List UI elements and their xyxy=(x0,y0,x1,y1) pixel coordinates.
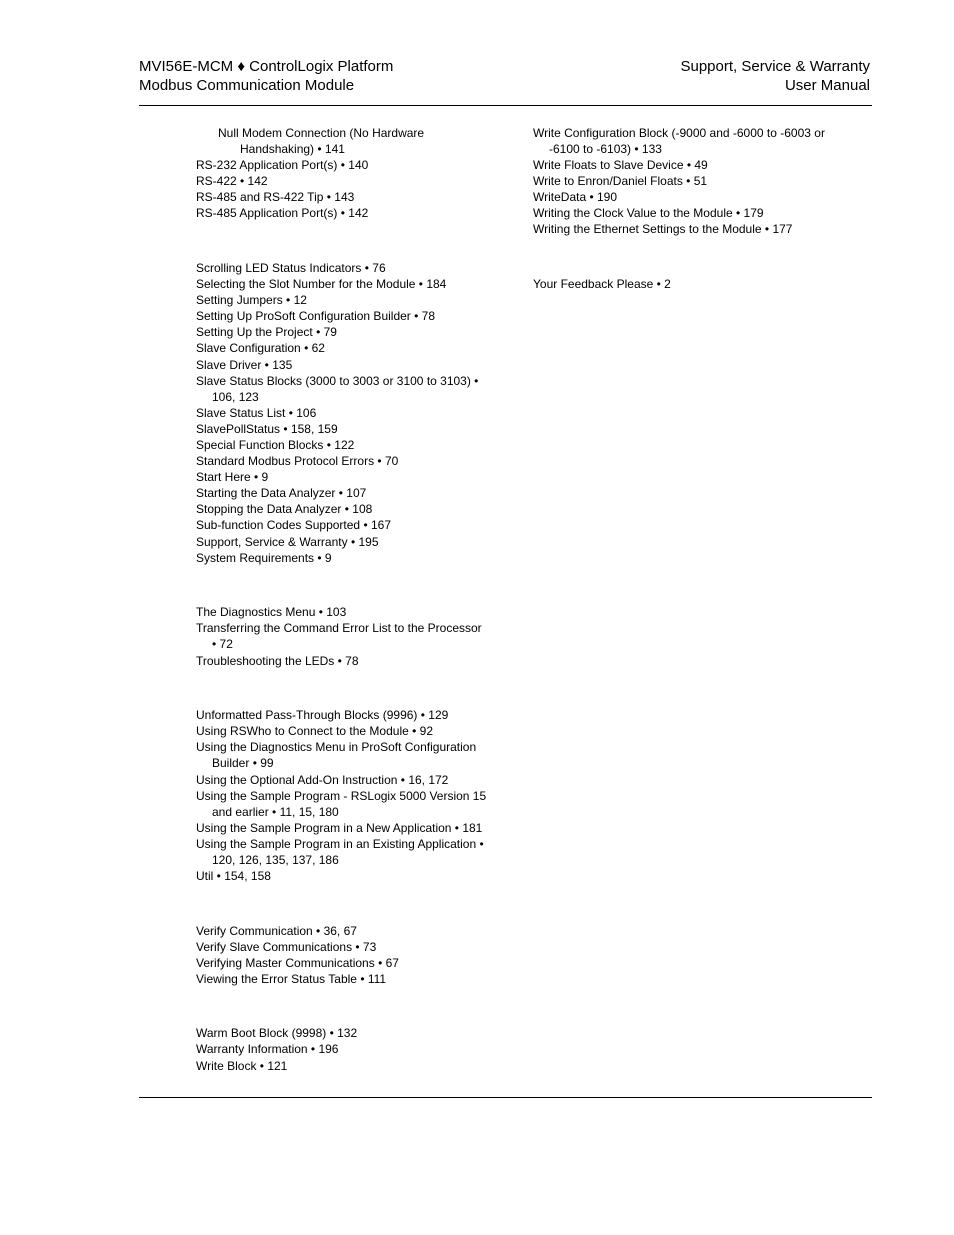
index-entry-text: Verify Slave Communications • 73 xyxy=(196,940,377,954)
index-entry-text: The Diagnostics Menu • 103 xyxy=(196,605,347,619)
index-entry-text: Using the Sample Program in an Existing Application • xyxy=(196,837,484,851)
index-entry-text: Slave Status List • 106 xyxy=(196,406,317,420)
index-entry xyxy=(533,189,617,205)
index-entry-text: Util • 154, 158 xyxy=(196,869,271,883)
index-entry xyxy=(196,276,446,292)
index-entry xyxy=(533,125,825,157)
index-entry-text: Troubleshooting the LEDs • 78 xyxy=(196,654,359,668)
index-entry-text: System Requirements • 9 xyxy=(196,551,332,565)
document-header-right xyxy=(680,57,870,95)
index-entry-text: Warm Boot Block (9998) • 132 xyxy=(196,1026,358,1040)
index-entry xyxy=(196,604,346,620)
index-entry xyxy=(196,1041,338,1057)
index-entry xyxy=(196,340,325,356)
index-entry xyxy=(196,955,399,971)
index-entry-text: Setting Up ProSoft Configuration Builder • 78 xyxy=(196,309,436,323)
manual-type: User Manual xyxy=(784,77,870,94)
index-entry-text: Write Floats to Slave Device • 49 xyxy=(533,158,708,172)
index-entry-text: Writing the Ethernet Settings to the Module • 177 xyxy=(533,222,793,236)
index-entry-text: Sub-function Codes Supported • 167 xyxy=(196,518,391,532)
section-title: Support, Service & Warranty xyxy=(680,58,870,75)
index-entry xyxy=(196,357,292,373)
index-entry-text: Write Configuration Block (-9000 and -6000 to -6003 or xyxy=(533,126,825,140)
index-entry xyxy=(196,923,357,939)
index-entry xyxy=(196,772,448,788)
index-entry xyxy=(196,260,386,276)
index-entry xyxy=(196,485,366,501)
index-entry xyxy=(533,173,707,189)
index-entry xyxy=(196,373,478,405)
index-entry xyxy=(196,653,359,669)
index-entry-text: Scrolling LED Status Indicators • 76 xyxy=(196,261,386,275)
index-entry-text: Unformatted Pass-Through Blocks (9996) • 129 xyxy=(196,708,449,722)
index-entry-continuation: 120, 126, 135, 137, 186 xyxy=(212,853,339,867)
index-entry xyxy=(196,453,398,469)
index-entry-text: Using the Optional Add-On Instruction • 16, 172 xyxy=(196,773,449,787)
index-entry-text: RS-485 and RS-422 Tip • 143 xyxy=(196,190,355,204)
index-entry xyxy=(196,971,386,987)
index-entry-text: Slave Configuration • 62 xyxy=(196,341,325,355)
index-entry-text: Start Here • 9 xyxy=(196,470,269,484)
index-entry-text: Transferring the Command Error List to the Processor xyxy=(196,621,482,635)
index-entry-continuation: -6100 to -6103) • 133 xyxy=(549,142,662,156)
index-entry-text: Null Modem Connection (No Hardware xyxy=(218,126,425,140)
index-entry xyxy=(196,517,391,533)
index-entry xyxy=(196,868,271,884)
index-entry xyxy=(196,205,368,221)
index-entry-text: Slave Driver • 135 xyxy=(196,358,293,372)
index-entry xyxy=(196,324,337,340)
index-entry-text: Write Block • 121 xyxy=(196,1059,288,1073)
index-entry xyxy=(196,189,354,205)
index-entry xyxy=(196,469,268,485)
index-entry xyxy=(196,550,332,566)
index-entry xyxy=(533,157,708,173)
index-entry xyxy=(218,125,424,157)
product-title: MVI56E-MCM ♦ ControlLogix Platform xyxy=(139,58,394,75)
index-entry xyxy=(196,405,316,421)
index-entry xyxy=(196,173,268,189)
index-entry-continuation: 106, 123 xyxy=(212,390,259,404)
index-entry xyxy=(196,1025,357,1041)
index-entry xyxy=(196,157,368,173)
index-entry-text: Slave Status Blocks (3000 to 3003 or 3100 to 3103) • xyxy=(196,374,479,388)
index-entry-text: RS-485 Application Port(s) • 142 xyxy=(196,206,369,220)
index-entry-text: RS-422 • 142 xyxy=(196,174,268,188)
index-entry-text: Setting Up the Project • 79 xyxy=(196,325,337,339)
index-entry-text: Support, Service & Warranty • 195 xyxy=(196,535,379,549)
index-entry-continuation: Handshaking) • 141 xyxy=(240,142,345,156)
index-entry-text: Special Function Blocks • 122 xyxy=(196,438,355,452)
index-entry-text: Using RSWho to Connect to the Module • 92 xyxy=(196,724,433,738)
index-entry xyxy=(196,820,482,836)
index-entry-text: WriteData • 190 xyxy=(533,190,618,204)
index-entry-text: RS-232 Application Port(s) • 140 xyxy=(196,158,369,172)
index-entry xyxy=(196,836,484,868)
index-entry-text: SlavePollStatus • 158, 159 xyxy=(196,422,338,436)
index-entry-text: Verifying Master Communications • 67 xyxy=(196,956,399,970)
index-entry-text: Your Feedback Please • 2 xyxy=(533,277,671,291)
index-entry-text: Viewing the Error Status Table • 111 xyxy=(196,972,387,986)
index-entry xyxy=(196,620,482,652)
index-entry xyxy=(533,205,764,221)
index-entry-text: Stopping the Data Analyzer • 108 xyxy=(196,502,373,516)
index-entry xyxy=(196,939,376,955)
index-entry-continuation: Builder • 99 xyxy=(212,756,274,770)
index-entry-text: Writing the Clock Value to the Module • 179 xyxy=(533,206,764,220)
index-entry xyxy=(196,534,379,550)
index-entry-text: Warranty Information • 196 xyxy=(196,1042,339,1056)
index-entry xyxy=(196,437,354,453)
index-entry-continuation: and earlier • 11, 15, 180 xyxy=(212,805,339,819)
index-entry-text: Standard Modbus Protocol Errors • 70 xyxy=(196,454,399,468)
index-entry-text: Selecting the Slot Number for the Module • 184 xyxy=(196,277,447,291)
index-entry xyxy=(196,1058,287,1074)
document-header-left xyxy=(139,57,393,95)
index-entry xyxy=(196,292,307,308)
index-entry-text: Starting the Data Analyzer • 107 xyxy=(196,486,367,500)
index-entry xyxy=(196,707,448,723)
index-entry xyxy=(196,421,338,437)
index-entry-text: Verify Communication • 36, 67 xyxy=(196,924,357,938)
index-entry-text: Using the Diagnostics Menu in ProSoft Configuration xyxy=(196,740,477,754)
index-entry xyxy=(196,723,433,739)
index-entry xyxy=(533,221,792,237)
index-entry xyxy=(196,788,486,820)
index-entry-text: Write to Enron/Daniel Floats • 51 xyxy=(533,174,708,188)
index-entry xyxy=(196,739,476,771)
index-entry xyxy=(533,276,671,292)
index-entry xyxy=(196,501,372,517)
product-subtitle: Modbus Communication Module xyxy=(139,77,355,94)
index-entry-text: Using the Sample Program in a New Application • 181 xyxy=(196,821,483,835)
index-entry-text: Using the Sample Program - RSLogix 5000 Version 15 xyxy=(196,789,487,803)
footer-divider xyxy=(139,1097,872,1098)
index-entry-text: Setting Jumpers • 12 xyxy=(196,293,307,307)
header-divider xyxy=(139,105,872,106)
index-entry xyxy=(196,308,435,324)
index-entry-continuation: • 72 xyxy=(212,637,233,651)
